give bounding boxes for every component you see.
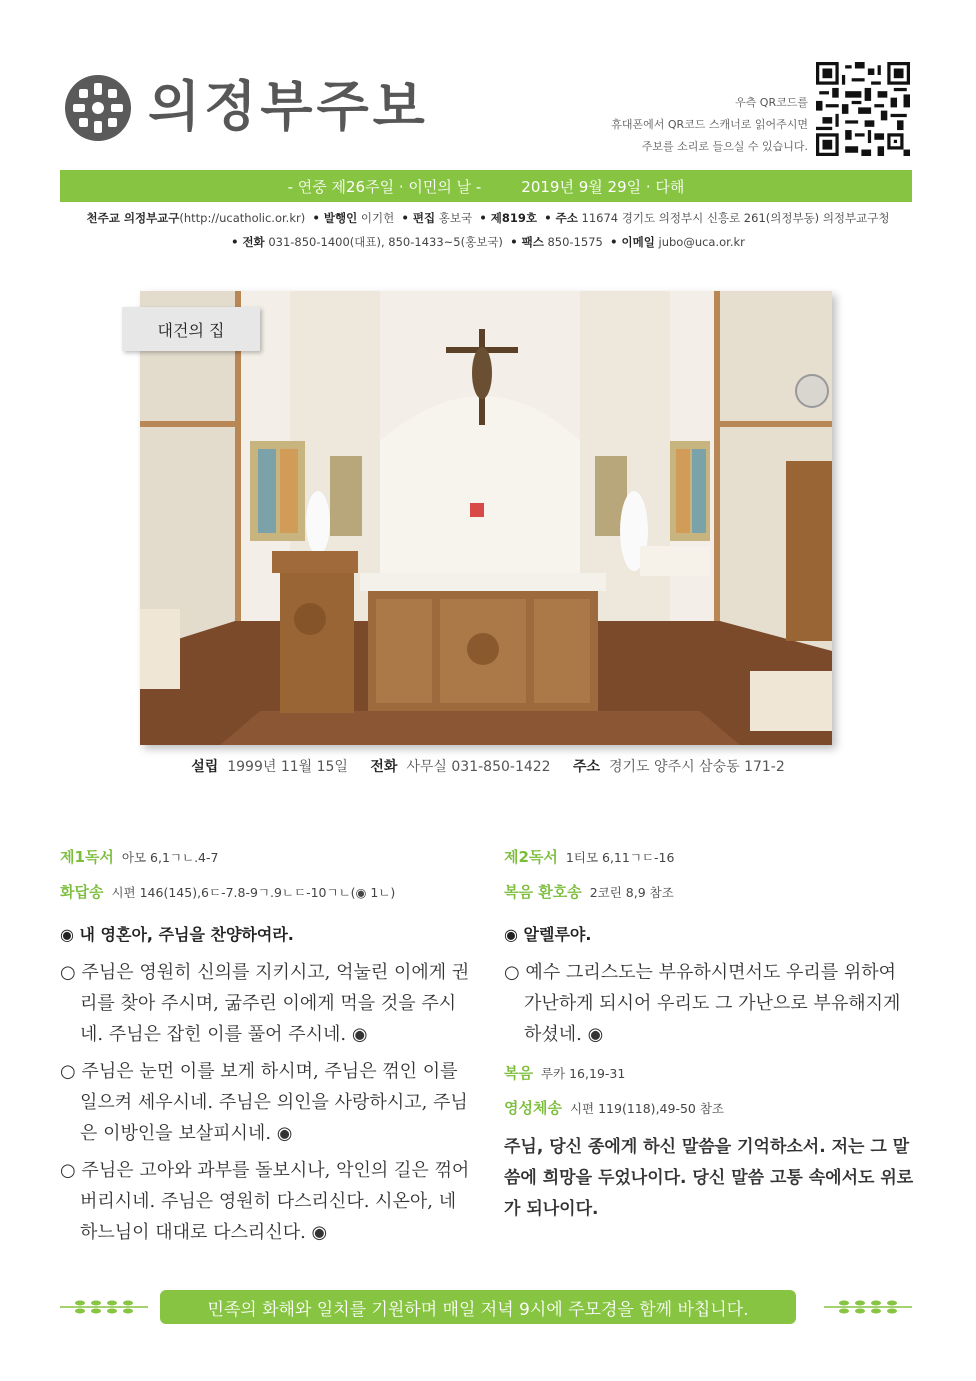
psalm-verse: ○ 주님은 고아와 과부를 돌보시나, 악인의 길은 꺾어 버리시네. 주님은 영원히 다스리신다. 시온아, 네 하느님이 대대로 다스리신다. ◉	[60, 1160, 470, 1243]
readings-left-column	[60, 846, 470, 1254]
email-link[interactable]: jubo@uca.or.kr	[658, 235, 745, 249]
chapel-photo	[140, 291, 832, 745]
qr-instructions: 우측 QR코드를 휴대폰에서 QR코드 스캐너로 읽어주시면 주보를 소리로 들으실 수 있습니다.	[611, 96, 808, 153]
liturgical-occasion: - 연중 제26주일 · 이민의 날 -	[287, 177, 482, 196]
diocese-logo-icon	[64, 74, 132, 142]
location-tag: 대건의 집	[122, 307, 260, 351]
responsorial-psalm: 화답송 시편 146(145),6ㄷ-7.8-9ㄱ.9ㄴㄷ-10ㄱㄴ(◉ 1ㄴ)	[60, 883, 396, 901]
publication-title: 의정부주보	[148, 74, 429, 138]
psalm-verse: ○ 주님은 영원히 신의를 지키시고, 억눌린 이에게 권리를 찾아 주시며, 굶주린 이에게 먹을 것을 주시네. 주님은 잡힌 이를 풀어 주시네. ◉	[60, 962, 470, 1045]
alleluia-response: ◉ 알렐루야.	[504, 925, 592, 944]
gospel: 복음 루카 16,19-31	[504, 1064, 626, 1082]
alleluia-verse: ○ 예수 그리스도는 부유하시면서도 우리를 위하여 가난하게 되시어 우리도 그 가난으로 부유해지게 하셨네. ◉	[504, 962, 901, 1045]
contact-info: • 전화 031-850-1400(대표), 850-1433~5(홍보국) • 팩스 850-1575 • 이메일 jubo@uca.or.kr	[231, 235, 745, 249]
publisher-info: 천주교 의정부교구(http://ucatholic.or.kr) • 발행인 이기헌 • 편집 홍보국 • 제819호 • 주소 11674 경기도 의정부시 신흥로 261(의정부동) 의정부교구청	[86, 211, 890, 225]
vine-ornament-icon	[824, 1298, 912, 1316]
readings-right-column	[504, 846, 914, 1225]
gospel-acclamation: 복음 환호송 2코린 8,9 참조	[504, 883, 674, 901]
date-banner	[60, 170, 912, 202]
communion-antiphon-header: 영성체송 시편 119(118),49-50 참조	[504, 1099, 724, 1117]
prayer-banner: 민족의 화해와 일치를 기원하며 매일 저녁 9시에 주모경을 함께 바칩니다.	[160, 1290, 796, 1324]
qr-code-icon[interactable]	[816, 62, 910, 156]
psalm-verse: ○ 주님은 눈먼 이를 보게 하시며, 주님은 꺾인 이를 일으켜 세우시네. 주님은 의인을 사랑하시고, 주님은 이방인을 보살피시네. ◉	[60, 1061, 468, 1144]
photo-caption: 설립 1999년 11월 15일 전화 사무실 031-850-1422 주소 경기도 양주시 삼숭동 171-2	[191, 759, 785, 775]
second-reading: 제2독서 1티모 6,11ㄱㄷ-16	[504, 848, 675, 866]
first-reading: 제1독서 아모 6,1ㄱㄴ.4-7	[60, 848, 219, 866]
issue-date: 2019년 9월 29일 · 다해	[521, 177, 685, 196]
psalm-response: ◉ 내 영혼아, 주님을 찬양하여라.	[60, 925, 294, 944]
communion-antiphon: 주님, 당신 종에게 하신 말씀을 기억하소서. 저는 그 말씀에 희망을 두었나이다. 당신 말씀 고통 속에서도 위로가 되나이다.	[504, 1137, 914, 1219]
vine-ornament-icon	[60, 1298, 148, 1316]
